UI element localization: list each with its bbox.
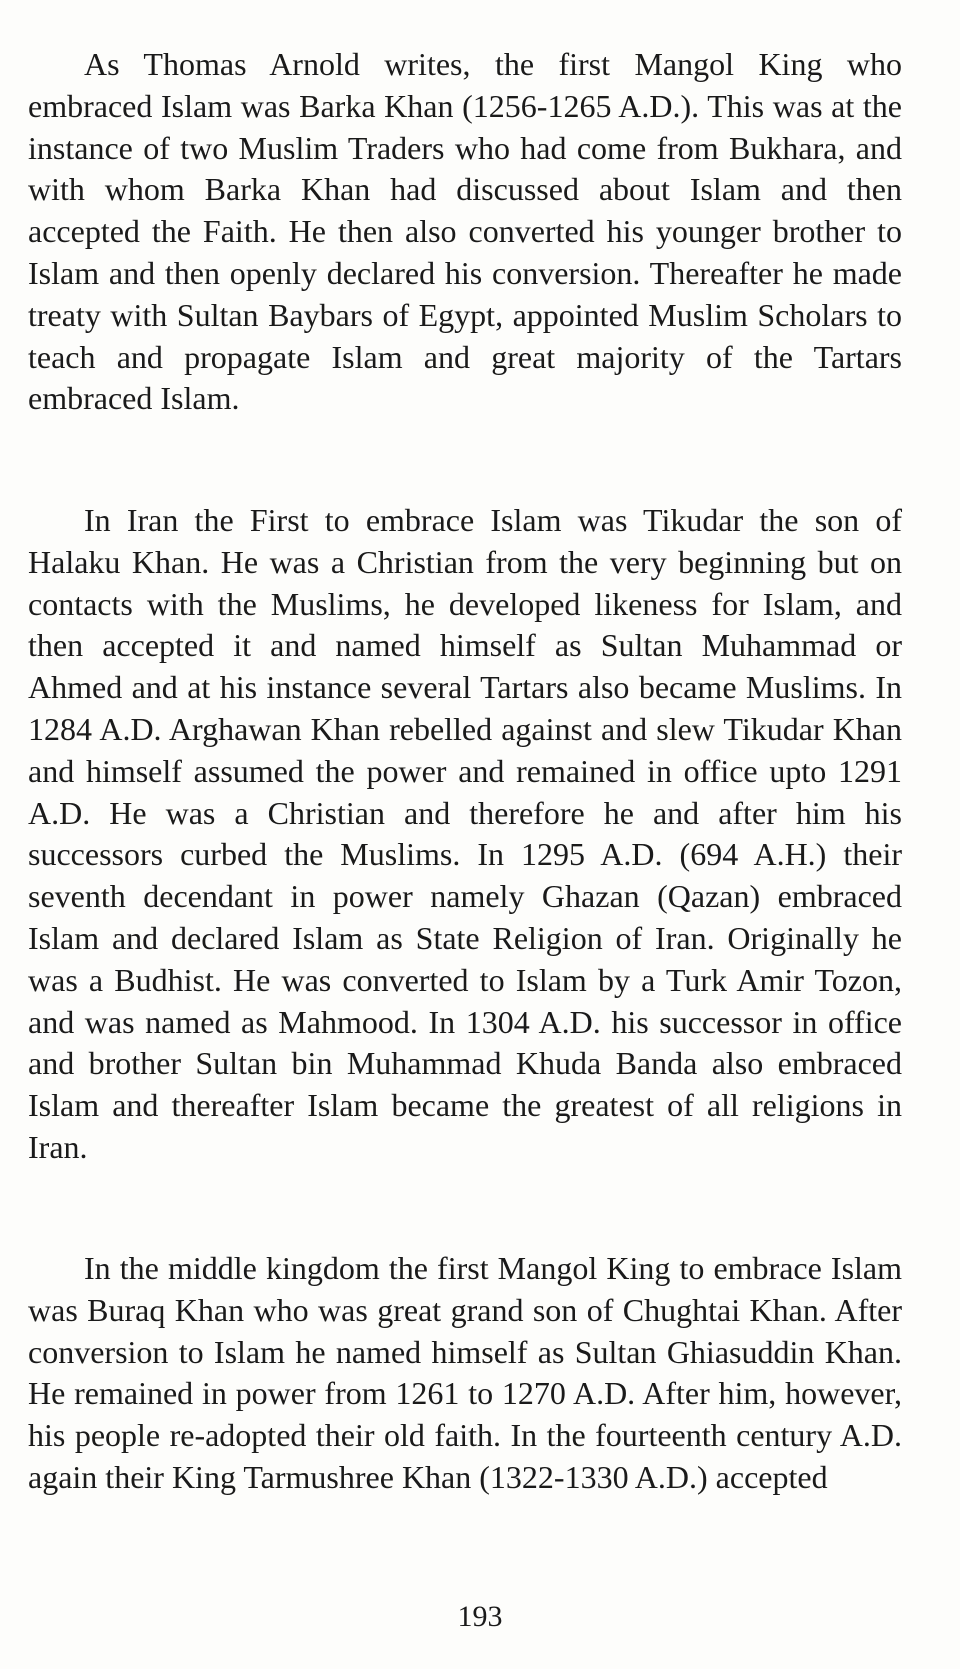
page-number: 193 [457, 1600, 503, 1633]
paragraph-text: In the middle kingdom the first Mangol King to embrace Islam was Buraq Khan who was great grand son of Chughtai Khan. After conversion to Islam he named himself as Sultan Ghiasuddin Khan. He remained in power from 1261 to 1270 A.D. After him, however, his people re-adopted their old faith. In the fourteenth century A.D. again their King Tarmushree Khan (1322-1330 A.D.) accepted [28, 1250, 902, 1495]
paragraph-iran [28, 500, 902, 1169]
paragraph-middle-kingdom [28, 1248, 902, 1499]
paragraph-barka-khan [28, 44, 902, 420]
paragraph-text: In Iran the First to embrace Islam was Tikudar the son of Halaku Khan. He was a Christian from the very beginning but on contacts with the Muslims, he developed likeness for Islam, and then accepted it and named himself as Sultan Muhammad or Ahmed and at his instance several Tartars also became Muslims. In 1284 A.D. Arghawan Khan rebelled against and slew Tikudar Khan and himself assumed the power and remained in office upto 1291 A.D. He was a Christian and therefore he and after him his successors curbed the Muslims. In 1295 A.D. (694 A.H.) their seventh decendant in power namely Ghazan (Qazan) embraced Islam and declared Islam as State Religion of Iran. Originally he was a Budhist. He was converted to Islam by a Turk Amir Tozon, and was named as Mahmood. In 1304 A.D. his successor in office and brother Sultan bin Muhammad Khuda Banda also embraced Islam and thereafter Islam became the greatest of all religions in Iran. [28, 502, 902, 1165]
paragraph-text: As Thomas Arnold writes, the first Mangol King who embraced Islam was Barka Khan (1256-1265 A.D.). This was at the instance of two Muslim Traders who had come from Bukhara, and with whom Barka Khan had discussed about Islam and then accepted the Faith. He then also converted his younger brother to Islam and then openly declared his conversion. Thereafter he made treaty with Sultan Baybars of Egypt, appointed Muslim Scholars to teach and propagate Islam and great majority of the Tartars embraced Islam. [28, 46, 902, 417]
